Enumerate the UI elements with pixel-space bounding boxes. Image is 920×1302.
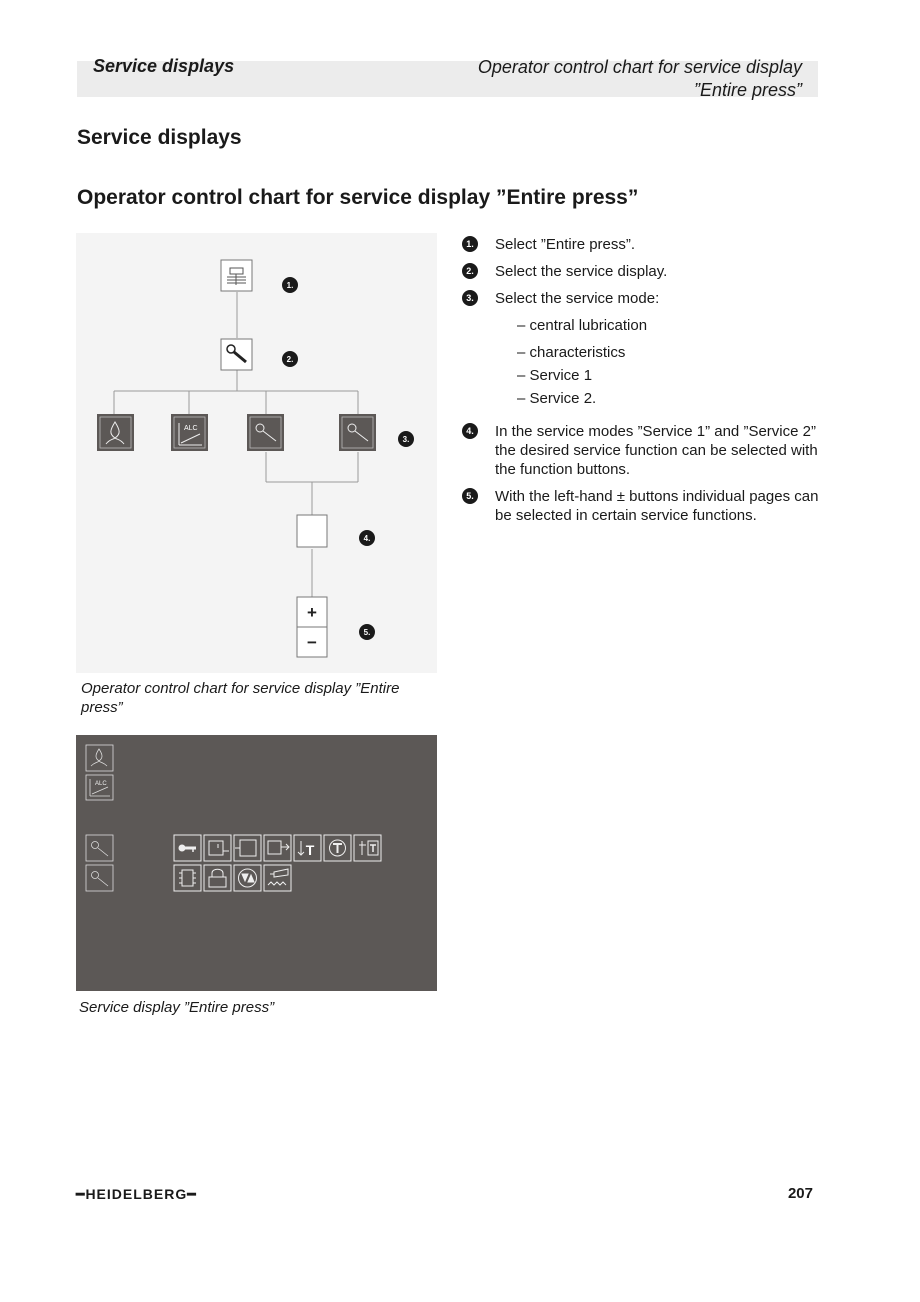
callout-2 (282, 351, 298, 367)
service-2-button[interactable] (86, 865, 113, 891)
step-number: 2. (462, 263, 478, 279)
service-display-screen (76, 735, 437, 991)
t-down-function-button[interactable] (294, 835, 321, 861)
chart-connectors (114, 292, 358, 597)
service-display-button[interactable] (221, 339, 252, 370)
service-2-button[interactable] (339, 414, 376, 451)
plate-exit-icon (268, 841, 289, 854)
alc-label: ALC (95, 781, 107, 787)
function-button[interactable] (297, 515, 327, 547)
section-title: Service displays (77, 126, 242, 149)
up-down-arrows-icon (239, 869, 257, 887)
subsection-title: Operator control chart for service display ”Entire press” (77, 186, 639, 209)
display-caption: Service display ”Entire press” (79, 999, 275, 1016)
callout-1 (282, 277, 298, 293)
lock-icon (209, 869, 226, 887)
svg-text:1.: 1. (286, 281, 294, 290)
instruction-steps (462, 235, 822, 533)
central-lubrication-button[interactable] (97, 414, 134, 451)
plus-icon: + (307, 603, 317, 622)
logo-dash-right: ━ (187, 1186, 197, 1202)
step-2 (462, 262, 822, 281)
heidelberg-logo: ━HEIDELBERG━ (76, 1186, 197, 1202)
page-minus-button[interactable] (297, 627, 327, 657)
characteristics-button[interactable] (171, 414, 208, 451)
plate-out-function-button[interactable] (264, 835, 291, 861)
alc-label: ALC (184, 425, 198, 432)
up-down-function-button[interactable] (234, 865, 261, 891)
svg-text:3.: 3. (402, 435, 410, 444)
step-text: In the service modes ”Service 1” and ”Service 2” the desired service function can be selected with the function buttons. (495, 423, 818, 478)
svg-text:4.: 4. (363, 534, 371, 543)
service-1-button[interactable] (86, 835, 113, 861)
t-circle-icon (330, 840, 346, 856)
operator-control-chart (76, 233, 437, 673)
step-text: Select the service mode: (495, 290, 660, 307)
t-frame-function-button[interactable] (354, 835, 381, 861)
plate-arrow-icon (209, 841, 229, 855)
entire-press-button[interactable] (221, 260, 252, 291)
t-label: T (305, 842, 315, 858)
characteristics-button[interactable] (86, 775, 113, 800)
chip-icon (179, 870, 196, 886)
page-plus-button[interactable] (297, 597, 327, 627)
service-mode-item: – Service 2. (517, 390, 597, 407)
wrench-icon (92, 842, 109, 857)
svg-text:2.: 2. (286, 355, 294, 364)
oil-drop-icon (91, 749, 107, 766)
key-icon (179, 845, 196, 852)
chart-caption: Operator control chart for service display ”Entire press” (81, 680, 400, 716)
arrow-down-t-icon (298, 841, 304, 855)
logo-dash-left: ━ (76, 1186, 86, 1202)
step-5 (462, 487, 822, 525)
roller-function-button[interactable] (264, 865, 291, 891)
header-section-label: Service displays (93, 56, 235, 76)
callout-5 (359, 624, 375, 640)
frame-t-icon (359, 841, 378, 855)
service-1-button[interactable] (247, 414, 284, 451)
step-number: 4. (462, 423, 478, 439)
step-3 (462, 289, 822, 308)
step-number: 1. (462, 236, 478, 252)
step-number: 3. (462, 290, 478, 306)
svg-text:5.: 5. (363, 628, 371, 637)
t-circle-function-button[interactable] (324, 835, 351, 861)
step-text: With the left-hand ± buttons individual pages can be selected in certain service functions. (495, 488, 819, 524)
page-number: 207 (787, 1185, 813, 1202)
step-4 (462, 422, 822, 479)
sheet-icon (235, 840, 256, 856)
page-header (77, 56, 818, 100)
step-text: Select the service display. (495, 263, 668, 280)
header-topic-label: Operator control chart for service display ”Entire press” (477, 57, 802, 100)
key-function-button[interactable] (174, 835, 201, 861)
service-mode-item: – Service 1 (517, 367, 593, 384)
minus-icon: − (307, 633, 317, 652)
service-mode-item: – central lubrication (517, 317, 648, 334)
lock-function-button[interactable] (204, 865, 231, 891)
plate-in-function-button[interactable] (204, 835, 231, 861)
callout-4 (359, 530, 375, 546)
central-lubrication-button[interactable] (86, 745, 113, 771)
wrench-icon (92, 872, 109, 887)
service-mode-item: – characteristics (517, 344, 626, 361)
step-text: Select ”Entire press”. (495, 236, 636, 253)
chip-function-button[interactable] (174, 865, 201, 891)
step-number: 5. (462, 488, 478, 504)
roller-icon (268, 869, 288, 885)
callout-3 (398, 431, 414, 447)
sheet-function-button[interactable] (234, 835, 261, 861)
step-1 (462, 235, 822, 254)
